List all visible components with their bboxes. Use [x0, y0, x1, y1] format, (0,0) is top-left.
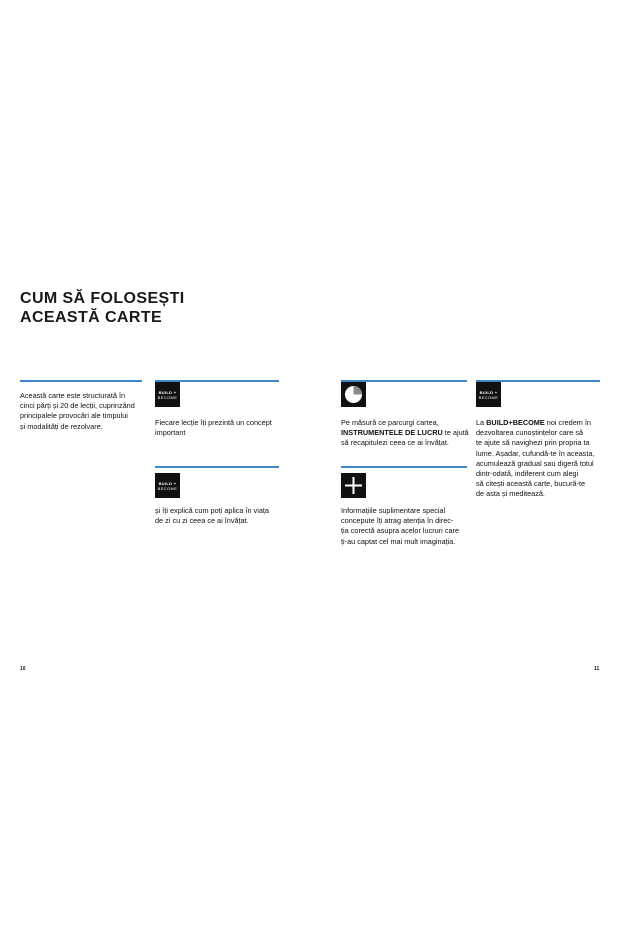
- tools-line: Pe măsură ce parcurgi cartea,: [341, 418, 439, 427]
- apply-line: de zi cu zi ceea ce ai învățat.: [155, 516, 249, 526]
- closing-text: [476, 418, 608, 500]
- apply-rule: [155, 466, 279, 468]
- concept-line: Fiecare lecție îți prezintă un concept: [155, 418, 272, 427]
- apply-text: [155, 506, 285, 526]
- concept-text: [155, 418, 285, 438]
- emphasis-text: BUILD+BECOME: [486, 418, 545, 427]
- logo-bottom-text: BECOME: [157, 394, 178, 400]
- plus-icon: [341, 473, 366, 498]
- emphasis-text: INSTRUMENTELE DE LUCRU: [341, 428, 443, 438]
- page-number-left: 10: [20, 666, 26, 672]
- plus-icon-graphic: [345, 477, 362, 494]
- extra-rule: [341, 466, 467, 468]
- logo-top-text: BUILD +: [158, 389, 177, 395]
- closing-line: de asta și meditează.: [476, 489, 545, 499]
- concept-line: important: [155, 428, 186, 438]
- intro-text: [20, 391, 150, 432]
- intro-line: cinci părți și 20 de lecții, cuprinzând: [20, 401, 135, 411]
- extra-line: ți-au captat cel mai mult imaginația.: [341, 536, 456, 546]
- apply-line: și îți explică cum poți aplica în viața: [155, 506, 269, 515]
- intro-line: Această carte este structurată în: [20, 391, 126, 400]
- logo-bottom-text: BECOME: [478, 394, 499, 400]
- tools-text: [341, 418, 473, 449]
- extra-line: ția corectă asupra acelor lucruri care: [341, 526, 460, 536]
- page-title: [20, 289, 185, 327]
- build-become-logo: [476, 382, 501, 407]
- pie-chart-icon-graphic: [344, 385, 363, 404]
- logo-bottom-text: BECOME: [157, 485, 178, 491]
- closing-line: te ajute să navighezi prin propria ta: [476, 438, 590, 448]
- extra-line: Informațiile suplimentare special: [341, 506, 446, 515]
- extra-text: [341, 506, 473, 547]
- title-line-2: ACEASTĂ CARTE: [20, 309, 163, 326]
- closing-line: La BUILD+BECOME noi credem în: [476, 418, 591, 427]
- logo-top-text: BUILD +: [158, 480, 177, 486]
- closing-line: lume. Așadar, cufundă-te în aceasta,: [476, 448, 595, 458]
- intro-rule: [20, 380, 142, 382]
- closing-line: să citești această carte, bucură-te: [476, 479, 586, 489]
- page-number-right: 11: [594, 666, 600, 672]
- build-become-logo: [155, 473, 180, 498]
- intro-line: principalele provocări ale timpului: [20, 411, 128, 421]
- closing-line: dezvoltarea cunoștințelor care să: [476, 428, 584, 438]
- closing-line: dintr-odată, indiferent cum alegi: [476, 469, 579, 479]
- title-line-1: CUM SĂ FOLOSEȘTI: [20, 290, 185, 307]
- intro-line: și modalități de rezolvare.: [20, 421, 103, 431]
- extra-line: concepute îți atrag atenția în direc-: [341, 516, 454, 526]
- logo-top-text: BUILD +: [479, 389, 498, 395]
- tools-line: INSTRUMENTELE DE LUCRU te ajută: [341, 428, 469, 438]
- tools-line: să recapitulezi ceea ce ai învățat.: [341, 438, 449, 448]
- pie-chart-icon: [341, 382, 366, 407]
- closing-line: acumulează gradual sau digeră totul: [476, 458, 594, 468]
- build-become-logo: [155, 382, 180, 407]
